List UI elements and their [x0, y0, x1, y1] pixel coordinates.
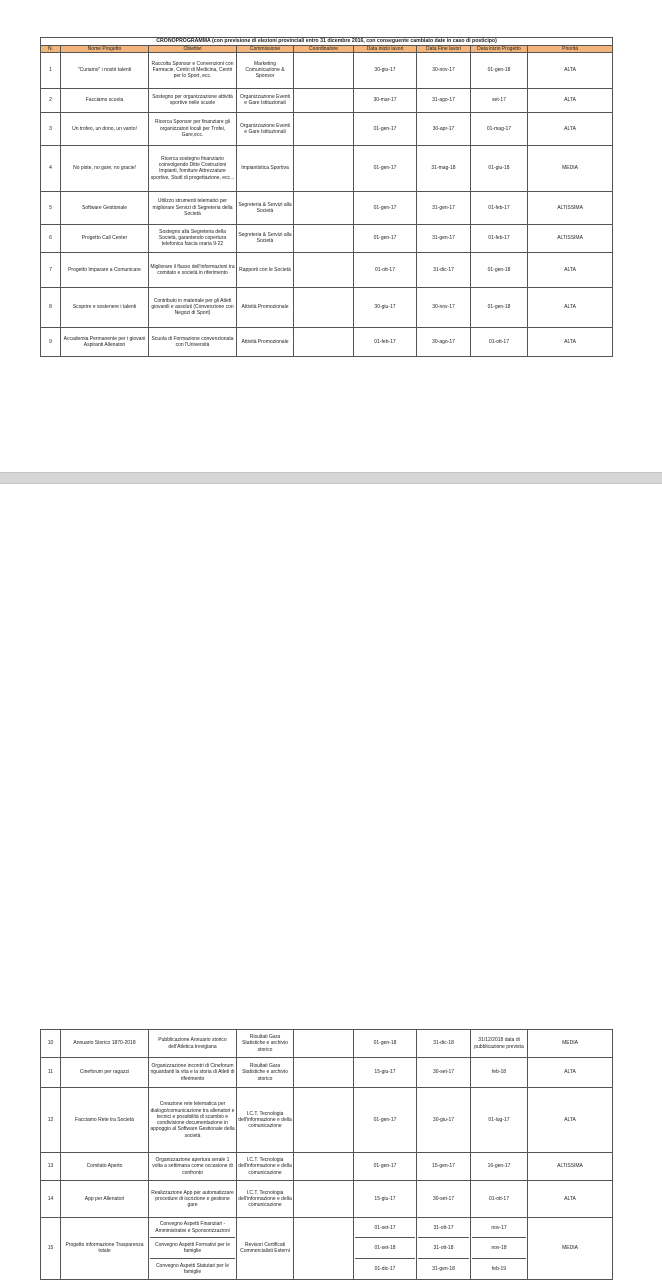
cell-coordinatore [294, 1181, 354, 1218]
sub-cell-obiettivi: Convegno Aspetti Finanziari - Amministrativi e Sponsorizzazioni [150, 1218, 235, 1238]
cell-fine: 15-gen-17 [417, 1153, 471, 1181]
cell-inizio: 01-feb-17 [354, 327, 417, 356]
cell-n: 5 [41, 191, 61, 224]
cell-coordinatore [294, 252, 354, 287]
cell-fine: 30-nov-17 [417, 287, 471, 327]
cell-nome: Progetto informazione Trasparenza totale [61, 1218, 149, 1280]
cell-fine: 30-nov-17 [417, 52, 471, 88]
table-row [41, 112, 613, 145]
cell-nome: Accademia Permanente per i giovani Aspiranti Allenatori [61, 327, 149, 356]
cell-inizio [354, 1218, 417, 1280]
cell-progetto: set-17 [471, 88, 528, 112]
cell-fine: 31-ago-17 [417, 88, 471, 112]
cell-n: 9 [41, 327, 61, 356]
cell-n: 15 [41, 1218, 61, 1280]
sub-cell-inizio: 01-dic-17 [374, 1265, 396, 1272]
cell-priorita: ALTA [528, 1088, 613, 1153]
cell-coordinatore [294, 224, 354, 252]
table-row [41, 287, 613, 327]
table-header-row [41, 45, 613, 52]
cronoprogramma-table-2 [40, 1029, 613, 1280]
cell-coordinatore [294, 1088, 354, 1153]
cell-coordinatore [294, 52, 354, 88]
cell-progetto [471, 1218, 528, 1280]
sub-cell-inizio: 01-set-17 [355, 1218, 415, 1238]
table-row [41, 1181, 613, 1218]
cell-progetto: 31/12/2018 data di pubblicazione prevista [471, 1030, 528, 1058]
cell-progetto: 01-ott-17 [471, 1181, 528, 1218]
cell-obiettivi: Migliorare il flusso dell'informazioni tra comitato e società in riferimento [149, 252, 237, 287]
cell-n: 8 [41, 287, 61, 327]
cell-priorita: ALTA [528, 1181, 613, 1218]
cell-commissione: Segreteria & Servizi alla Società [237, 224, 294, 252]
cell-coordinatore [294, 1058, 354, 1088]
cell-obiettivi: Contributo in materiale per gli Atleti giovanili e assoluti (Convenzione con Negozi di Sport) [149, 287, 237, 327]
cell-n: 1 [41, 52, 61, 88]
cell-priorita: ALTA [528, 88, 613, 112]
cell-nome: Facciamo Rete tra Società [61, 1088, 149, 1153]
cell-inizio: 15-giu-17 [354, 1058, 417, 1088]
cell-coordinatore [294, 1218, 354, 1280]
cell-inizio: 01-gen-17 [354, 191, 417, 224]
cell-inizio: 01-gen-17 [354, 145, 417, 191]
sub-cell-progetto: nov-17 [472, 1218, 526, 1238]
cell-commissione: Attività Promozionale [237, 287, 294, 327]
cell-obiettivi: Scuola di Formazione convenzionata con l'Università [149, 327, 237, 356]
cell-commissione: Impiantistica Sportiva [237, 145, 294, 191]
table-title: CRONOPROGRAMMA (con previsione di elezioni provinciali entro 31 dicembre 2016, con conseguente cambiato date in caso di posticipo) [41, 38, 613, 46]
sub-cell-obiettivi: Convegno Aspetti Formativi per le famiglie [150, 1238, 235, 1258]
cell-n: 13 [41, 1153, 61, 1181]
cell-inizio: 01-gen-17 [354, 1153, 417, 1181]
cell-progetto: feb-18 [471, 1058, 528, 1088]
cell-nome: Progetto Call Center [61, 224, 149, 252]
sub-cell-obiettivi: Convegno Aspetti Statutari per le famiglie [155, 1262, 230, 1275]
table-row [41, 191, 613, 224]
cell-fine: 30-set-17 [417, 1058, 471, 1088]
cell-n: 12 [41, 1088, 61, 1153]
sub-cell-progetto: feb-19 [491, 1265, 507, 1272]
cell-coordinatore [294, 1030, 354, 1058]
cell-fine: 31-gen-17 [417, 224, 471, 252]
cell-coordinatore [294, 287, 354, 327]
cell-obiettivi: Pubblicazione Annuario storico dell'Atletica trevigiana [149, 1030, 237, 1058]
cell-progetto: 01-gen-18 [471, 287, 528, 327]
table-row [41, 88, 613, 112]
cell-fine [417, 1218, 471, 1280]
cell-n: 10 [41, 1030, 61, 1058]
cell-inizio: 30-giu-17 [354, 287, 417, 327]
cell-priorita: MEDIA [528, 145, 613, 191]
table-row [41, 1153, 613, 1181]
sub-cell-fine: 31-ott-18 [418, 1238, 469, 1258]
cell-n: 14 [41, 1181, 61, 1218]
cell-n: 11 [41, 1058, 61, 1088]
cell-nome: Comitato Aperto [61, 1153, 149, 1181]
cell-fine: 30-set-17 [417, 1181, 471, 1218]
cell-nome: Facciamo scuola [61, 88, 149, 112]
cell-priorita: ALTA [528, 52, 613, 88]
cell-commissione: Marketing Comunicazione & Sponsor [237, 52, 294, 88]
table-row [41, 1030, 613, 1058]
cell-progetto: 01-feb-17 [471, 224, 528, 252]
cell-coordinatore [294, 145, 354, 191]
cell-nome: Progetto Imparare a Comunicare [61, 252, 149, 287]
cell-n: 2 [41, 88, 61, 112]
sub-cell-progetto: nov-18 [472, 1238, 526, 1258]
cell-commissione: I.C.T. Tecnologia dell'informazione e della comunicazione [237, 1181, 294, 1218]
document-page-1 [0, 0, 662, 472]
cell-nome: "Curiamo" i nostri talenti [61, 52, 149, 88]
cell-nome: Cineforum per ragazzi [61, 1058, 149, 1088]
cell-commissione: Attività Promozionale [237, 327, 294, 356]
cell-priorita: ALTA [528, 112, 613, 145]
cell-obiettivi: Sostegno per organizzazione attività sportive nelle scuole [149, 88, 237, 112]
cell-nome: Scoprire e sostenere i talenti [61, 287, 149, 327]
cell-fine: 30-apr-17 [417, 112, 471, 145]
cell-fine: 31-dic-17 [417, 252, 471, 287]
cell-priorita: ALTA [528, 287, 613, 327]
cell-inizio: 15-giu-17 [354, 1181, 417, 1218]
cell-obiettivi: Ricerca sostegno finanziario coinvolgendo Ditte Costruzioni Impianti, forniture Attrezzature sportive, Studi di progettazione, ecc... [149, 145, 237, 191]
cell-progetto: 01-feb-17 [471, 191, 528, 224]
header-nome: Nome Progetto [61, 45, 149, 52]
cell-commissione: I.C.T. Tecnologia dell'informazione e della comunicazione [237, 1088, 294, 1153]
cell-commissione: Revisori Certificati Commercialisti Esterni [237, 1218, 294, 1280]
cell-n: 7 [41, 252, 61, 287]
cell-inizio: 30-giu-17 [354, 52, 417, 88]
cell-nome: No piste, no gare, no gracie! [61, 145, 149, 191]
cell-inizio: 01-gen-18 [354, 1030, 417, 1058]
cell-obiettivi: Organizzazione apertura serale 1 volta a settimana come occasione di confronto [149, 1153, 237, 1181]
header-data-inizio: Data inizio lavori [354, 45, 417, 52]
cell-commissione: Risultati Gara Statistiche e archivio storico [237, 1030, 294, 1058]
cell-priorita: ALTA [528, 252, 613, 287]
cell-priorita: ALTISSIMA [528, 1153, 613, 1181]
header-data-fine: Data Fine lavori [417, 45, 471, 52]
table-body-1 [41, 52, 613, 356]
cell-obiettivi: Sostegno alla Segreteria della Società, garantendo copertura telefonica fascia oraria 9-22 [149, 224, 237, 252]
cell-obiettivi: Ricerca Sponsor per finanziare gli organizzatori locali per Trofei, Gare,ecc. [149, 112, 237, 145]
cell-inizio: 01-ott-17 [354, 252, 417, 287]
cell-commissione: Segreteria & Servizi alla Società [237, 191, 294, 224]
sub-cell-fine: 31-ott-17 [418, 1218, 469, 1238]
cell-fine: 31-gen-17 [417, 191, 471, 224]
cell-obiettivi: Utilizzo strumenti telematici per migliorare Servizi di Segreteria della Società [149, 191, 237, 224]
cell-progetto: 01-giu-18 [471, 145, 528, 191]
header-coordinatore: Coordinatore [294, 45, 354, 52]
page-separator [0, 472, 662, 484]
cell-progetto: 16-gen-17 [471, 1153, 528, 1181]
cell-priorita: ALTA [528, 1058, 613, 1088]
cell-n: 4 [41, 145, 61, 191]
cell-commissione: Risultati Gara Statistiche e archivio storico [237, 1058, 294, 1088]
sub-cell-inizio: 01-set-18 [355, 1238, 415, 1258]
table-row [41, 224, 613, 252]
table-row [41, 327, 613, 356]
table-row [41, 145, 613, 191]
cell-obiettivi: Realizzazione App per automatizzare procedure di iscrizione e gestione gare [149, 1181, 237, 1218]
cell-priorita: ALTA [528, 327, 613, 356]
cell-progetto: 01-lug-17 [471, 1088, 528, 1153]
cell-nome: Software Gestionale [61, 191, 149, 224]
cell-nome: Un trofeo, un dono, un vanto! [61, 112, 149, 145]
cell-priorita: MEDIA [528, 1030, 613, 1058]
cell-obiettivi [149, 1218, 237, 1280]
cell-commissione: Rapporti con le Società [237, 252, 294, 287]
cell-progetto: 01-gen-18 [471, 52, 528, 88]
cell-priorita: MEDIA [528, 1218, 613, 1280]
table-body-2 [41, 1030, 613, 1280]
cell-fine: 30-giu-17 [417, 1088, 471, 1153]
cell-nome: App per Allenatori [61, 1181, 149, 1218]
cell-coordinatore [294, 191, 354, 224]
cell-priorita: ALTISSIMA [528, 224, 613, 252]
header-data-progetto: Data inizio Progetto [471, 45, 528, 52]
header-commissione: Commissione [237, 45, 294, 52]
cell-coordinatore [294, 112, 354, 145]
header-priorita: Priorità [528, 45, 613, 52]
cell-obiettivi: Creazione rete telematica per dialogo/comunicazione tra allenatori e tecnici e possibilità di scambio e condivisione documentazione in appoggio al Software Gestionale della società [149, 1088, 237, 1153]
cell-progetto: 01-gen-18 [471, 252, 528, 287]
table-row [41, 1218, 613, 1280]
cell-inizio: 01-gen-17 [354, 1088, 417, 1153]
cell-inizio: 01-gen-17 [354, 224, 417, 252]
cronoprogramma-table-1 [40, 37, 613, 357]
sub-cell-fine: 31-gen-18 [432, 1265, 455, 1272]
cell-inizio: 30-mar-17 [354, 88, 417, 112]
cell-commissione: Organizzazione Eventi e Gare Istituzionali [237, 112, 294, 145]
cell-nome: Annuario Storico 1870-2018 [61, 1030, 149, 1058]
cell-fine: 31-mag-18 [417, 145, 471, 191]
table-row [41, 1058, 613, 1088]
table-row [41, 252, 613, 287]
cell-fine: 30-ago-17 [417, 327, 471, 356]
cell-coordinatore [294, 1153, 354, 1181]
table-row [41, 52, 613, 88]
header-obiettivi: Obiettivi [149, 45, 237, 52]
cell-obiettivi: Raccolta Sponsor e Convenzioni con Farmacie, Centri di Medicina, Centri per lo Sport, ecc. [149, 52, 237, 88]
cell-n: 3 [41, 112, 61, 145]
table-row [41, 1088, 613, 1153]
cell-priorita: ALTISSIMA [528, 191, 613, 224]
cell-progetto: 01-mag-17 [471, 112, 528, 145]
cell-commissione: I.C.T. Tecnologia dell'informazione e della comunicazione [237, 1153, 294, 1181]
cell-coordinatore [294, 88, 354, 112]
cell-progetto: 01-ott-17 [471, 327, 528, 356]
cell-inizio: 01-gen-17 [354, 112, 417, 145]
cell-n: 6 [41, 224, 61, 252]
cell-coordinatore [294, 327, 354, 356]
cell-commissione: Organizzazione Eventi e Gare Istituzionali [237, 88, 294, 112]
document-page-2 [0, 484, 662, 1275]
header-n: N. [41, 45, 61, 52]
cell-fine: 31-dic-18 [417, 1030, 471, 1058]
cell-obiettivi: Organizzazione incontri di Cineforum riguardanti la vita e la storia di Atleti di riferimento [149, 1058, 237, 1088]
